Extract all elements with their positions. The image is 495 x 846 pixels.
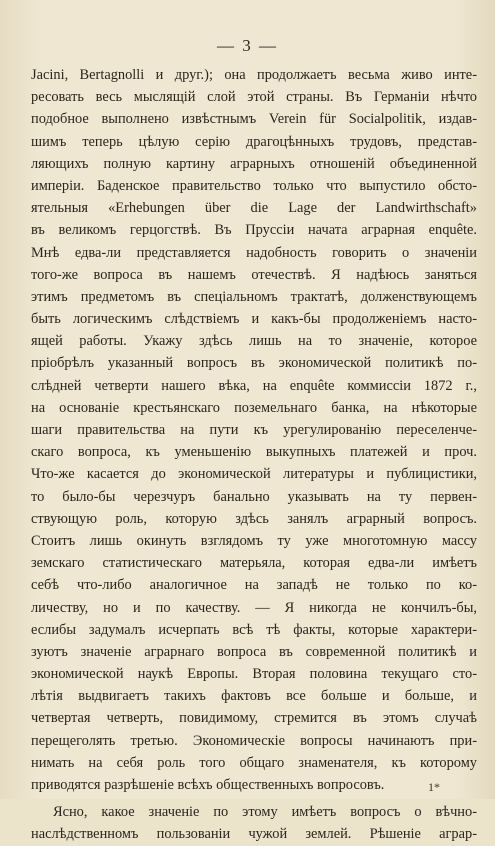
text-line: личеству, но и по качеству. — Я никогда не кончилъ-бы,	[31, 599, 477, 616]
text-line: ящей работы. Укажу здѣсь лишь на то значеніе, которое	[31, 333, 477, 350]
text-line: ствующую роль, которую здѣсь занялъ аграрный вопросъ.	[31, 510, 477, 527]
text-line: перещеголять третью. Экономическіе вопросы начинаютъ при-	[31, 732, 477, 749]
signature-mark: 1*	[428, 780, 440, 794]
text-line: того-же вопроса въ нашемъ отечествѣ. Я надѣюсь заняться	[31, 266, 477, 283]
text-line: пріобрѣлъ указанный вопросъ въ экономической политикѣ по-	[31, 355, 477, 372]
text-line: Мнѣ едва-ли представляется надобность говорить о значеніи	[31, 244, 477, 261]
paragraph-2	[31, 801, 477, 845]
text-line: приводятся разрѣшеніе всѣхъ общественныхъ вопросовъ.	[31, 777, 385, 793]
text-line: зуютъ значеніе аграрнаго вопроса въ современной политикѣ и	[31, 643, 477, 660]
text-line: ляющихъ полную картину аграрныхъ отношеній объединенной	[31, 155, 477, 172]
text-line: наслѣдственномъ пользованіи чужой землей. Рѣшеніе аграр-	[31, 826, 477, 843]
body-text	[31, 64, 477, 846]
text-line: ятельныя «Erhebungen über die Lage der Landwirthschaft»	[31, 200, 477, 217]
text-line: въ великомъ герцогствѣ. Въ Пруссіи начата аграрная enquête.	[31, 222, 477, 239]
text-line: четвертая четверть, повидимому, стремится въ этомъ случаѣ	[31, 710, 477, 727]
paragraph-1	[31, 64, 477, 796]
text-line: быть логическимъ слѣдствіемъ и какъ-бы продолженіемъ насто-	[31, 311, 477, 328]
text-line: подобное выполнено извѣстнымъ Verein für Socialpolitik, издав-	[31, 111, 477, 128]
text-line: скаго вопроса, къ уменьшенію выкупныхъ платежей и проч.	[31, 444, 477, 461]
text-line: себѣ что-либо аналогичное на западѣ не только по ко-	[31, 577, 477, 594]
page-number: — 3 —	[217, 36, 278, 55]
text-line: этимъ предметомъ въ спеціальномъ трактатѣ, долженствующемъ	[31, 288, 477, 305]
text-line: Jacini, Bertagnolli и друг.); она продолжаетъ весьма живо инте-	[31, 67, 477, 83]
text-line: шаги правительства на пути къ урегулированію переселенче-	[31, 422, 477, 438]
text-line: лѣтія выдвигаетъ такихъ фактовъ все больше и больше, и	[31, 688, 477, 705]
text-line: слѣдней четверти нашего вѣка, на enquête коммиссіи 1872 г.,	[31, 377, 477, 394]
text-line: то было-бы черезчуръ банально указывать на ту первен-	[31, 488, 477, 505]
text-line: Стоитъ лишь окинуть взглядомъ ту уже многотомную массу	[31, 532, 477, 549]
text-line: Ясно, какое значеніе по этому имѣетъ вопросъ о вѣчно-	[53, 804, 477, 821]
text-line: ресовать весь мыслящій слой этой страны. Въ Германіи нѣчто	[31, 89, 477, 106]
text-line: земскаго статистическаго матерьяла, которая едва-ли имѣетъ	[31, 555, 477, 572]
text-line: шимъ теперь цѣлую серію драгоцѣнныхъ трудовъ, представ-	[31, 133, 477, 150]
text-line: Что-же касается до экономической литературы и публицистики,	[31, 466, 477, 483]
text-line: нимать на себя роль того общаго знаменателя, къ которому	[31, 754, 477, 771]
text-line: имперіи. Баденское правительство только что выпустило обсто-	[31, 177, 477, 194]
text-line: экономической наукѣ Европы. Вторая половина текущаго сто-	[31, 666, 477, 683]
text-line: на основаніе крестьянскаго поземельнаго банка, на нѣкоторые	[31, 399, 477, 416]
text-line: еслибы задумалъ исчерпать всѣ тѣ факты, которые характери-	[31, 621, 477, 638]
